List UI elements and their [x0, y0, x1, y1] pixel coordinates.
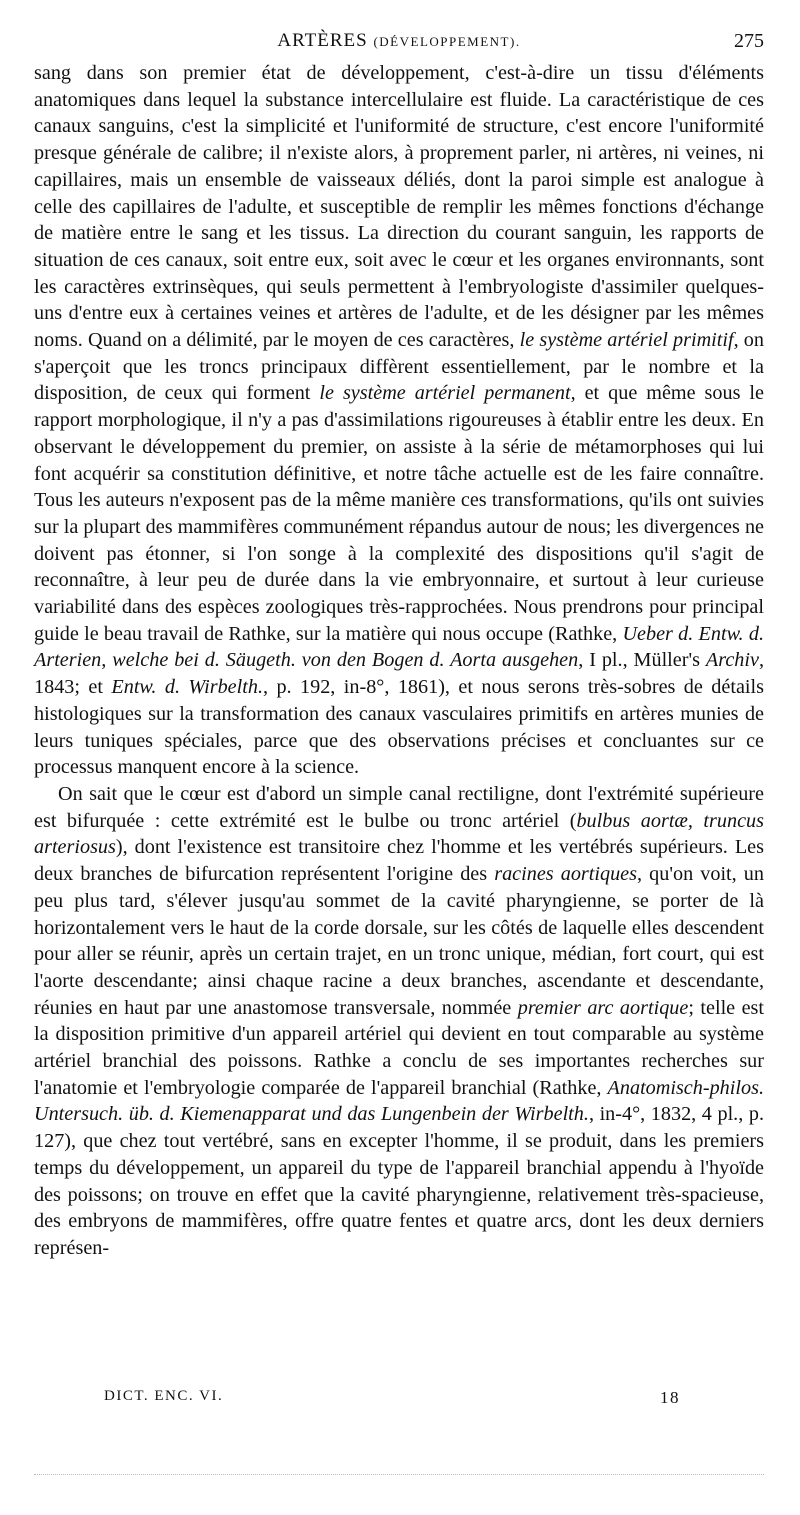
text-run: , in-4°, 1832, 4 pl., p. 127), que chez tout vertébré, sans en excepter l'homme, il se produit, dans les premiers temps du développement, un appareil du type de l'appareil branchial appendu à l'hyoïde des poissons; on trouve en effet que la cavité pharyngienne, relativement très-spacieuse, des embryons de mammifères, offre quatre fentes et quatre arcs, dont les deux derniers représen-: [34, 1103, 764, 1259]
italic-run: Anatomisch-philos. Untersuch. üb. d. Kiemenapparat und das Lungenbein der Wirbelth.: [34, 1076, 764, 1126]
text-run: On sait que le cœur est d'abord un simple canal rectiligne, dont l'extrémité supérieure est bifurquée : cette extrémité est le bulbe ou tronc artériel (: [34, 782, 764, 832]
page-number: 275: [734, 30, 764, 52]
sheet-number: 18: [660, 1388, 680, 1407]
page-footer: [34, 1388, 764, 1410]
signature-mark: DICT. ENC. VI.: [104, 1388, 224, 1404]
text-run: , I pl., Müller's: [578, 649, 706, 672]
running-header: [34, 30, 764, 56]
body-text: [34, 60, 764, 1262]
italic-run: racines aortiques: [494, 863, 638, 886]
italic-run: Ueber d. Entw. d. Arterien, welche bei d. Säugeth. von den Bogen d. Aorta ausgehen: [34, 622, 765, 672]
italic-run: premier arc aortique: [517, 996, 689, 1019]
text-run: , et que même sous le rapport morphologique, il n'y a pas d'assimilations rigoureuses à établir entre les deux. En observant le développement du premier, on assiste à la série de métamorphoses qui lui font acquérir sa constitution définitive, et notre tâche actuelle est de les faire connaître. Tous les auteurs n'exposent pas de la même manière ces transformations, qu'ils ont suivies sur la plupart des mammifères communément répandus autour de nous; les divergences ne doivent pas étonner, si l'on songe à la complexité des dispositions qu'il s'agit de reconnaître, à leur peu de durée dans la vie embryonnaire, et surtout à leur curieuse variabilité dans des espèces zoologiques très-rapprochées. Nous prendrons pour principal guide le beau travail de Rathke, sur la matière qui nous occupe (Rathke,: [34, 382, 765, 645]
running-title-main: ARTÈRES: [277, 30, 368, 51]
paragraph-1: [34, 60, 764, 781]
text-run: , 1843; et: [34, 649, 764, 699]
text-run: , p. 192, in-8°, 1861), et nous serons très-sobres de détails histologiques sur la transformation des canaux vasculaires primitifs en artères munies de leurs tuniques spéciales, parce que des observations précises et concluantes sur ce processus manquent encore à la science.: [34, 676, 764, 779]
text-run: sang dans son premier état de développement, c'est-à-dire un tissu d'éléments anatomiques dans lequel la substance intercellulaire est fluide. La caractéristique de ces canaux sanguins, c'est la simplicité et l'uniformité de structure, c'est encore l'uniformité presque générale de calibre; il n'existe alors, à proprement parler, ni artères, ni veines, ni capillaires, mais un ensemble de vaisseaux déliés, dont la paroi simple est analogue à celle des capillaires de l'adulte, et susceptible de remplir les mêmes fonctions d'échange de matière entre le sang et les tissus. La direction du courant sanguin, les rapports de situation de ces canaux, soit entre eux, soit avec le cœur et les organes environnants, sont les caractères extrinsèques, qui seuls permettent à l'embryologiste d'assimiler quelques-uns d'entre eux à certaines veines et artères de l'adulte, et de les désigner par les mêmes noms. Quand on a délimité, par le moyen de ces caractères,: [34, 62, 764, 352]
text-run: ; telle est la disposition primitive d'un appareil artériel qui devient en tout comparable au système artériel branchial des poissons. Rathke a conclu de ses importantes recherches sur l'anatomie et l'embryologie comparée de l'appareil branchial (Rathke,: [34, 996, 765, 1099]
running-title: [34, 30, 764, 52]
italic-run: Archiv: [705, 649, 759, 672]
paragraph-2: [34, 781, 764, 1262]
text-run: , qu'on voit, un peu plus tard, s'élever jusqu'au sommet de la cavité pharyngienne, se porter de là horizontalement vers le haut de la corde dorsale, sur les côtés de laquelle elles descendent pour aller se réunir, après un certain trajet, en un tronc unique, médian, fort court, qui est l'aorte descendante; ainsi chaque racine a deux branches, ascendante et descendante, réunies en haut par une anastomose transversale, nommée: [34, 863, 764, 1019]
italic-run: bulbus aortæ, truncus arteriosus: [34, 809, 764, 859]
bottom-dotted-rule: [34, 1474, 764, 1477]
italic-run: Entw. d. Wirbelth.: [111, 676, 263, 699]
text-run: , on s'aperçoit que les troncs principaux diffèrent essentiellement, par le nombre et la disposition, de ceux qui forment: [34, 329, 764, 405]
text-run: ), dont l'existence est transitoire chez l'homme et les vertébrés supérieurs. Les deux branches de bifurcation représentent l'origine des: [34, 836, 764, 886]
italic-run: le système artériel primitif: [519, 329, 734, 352]
running-title-subtitle: (DÉVELOPPEMENT).: [373, 34, 521, 49]
italic-run: le système artériel permanent: [319, 382, 571, 405]
